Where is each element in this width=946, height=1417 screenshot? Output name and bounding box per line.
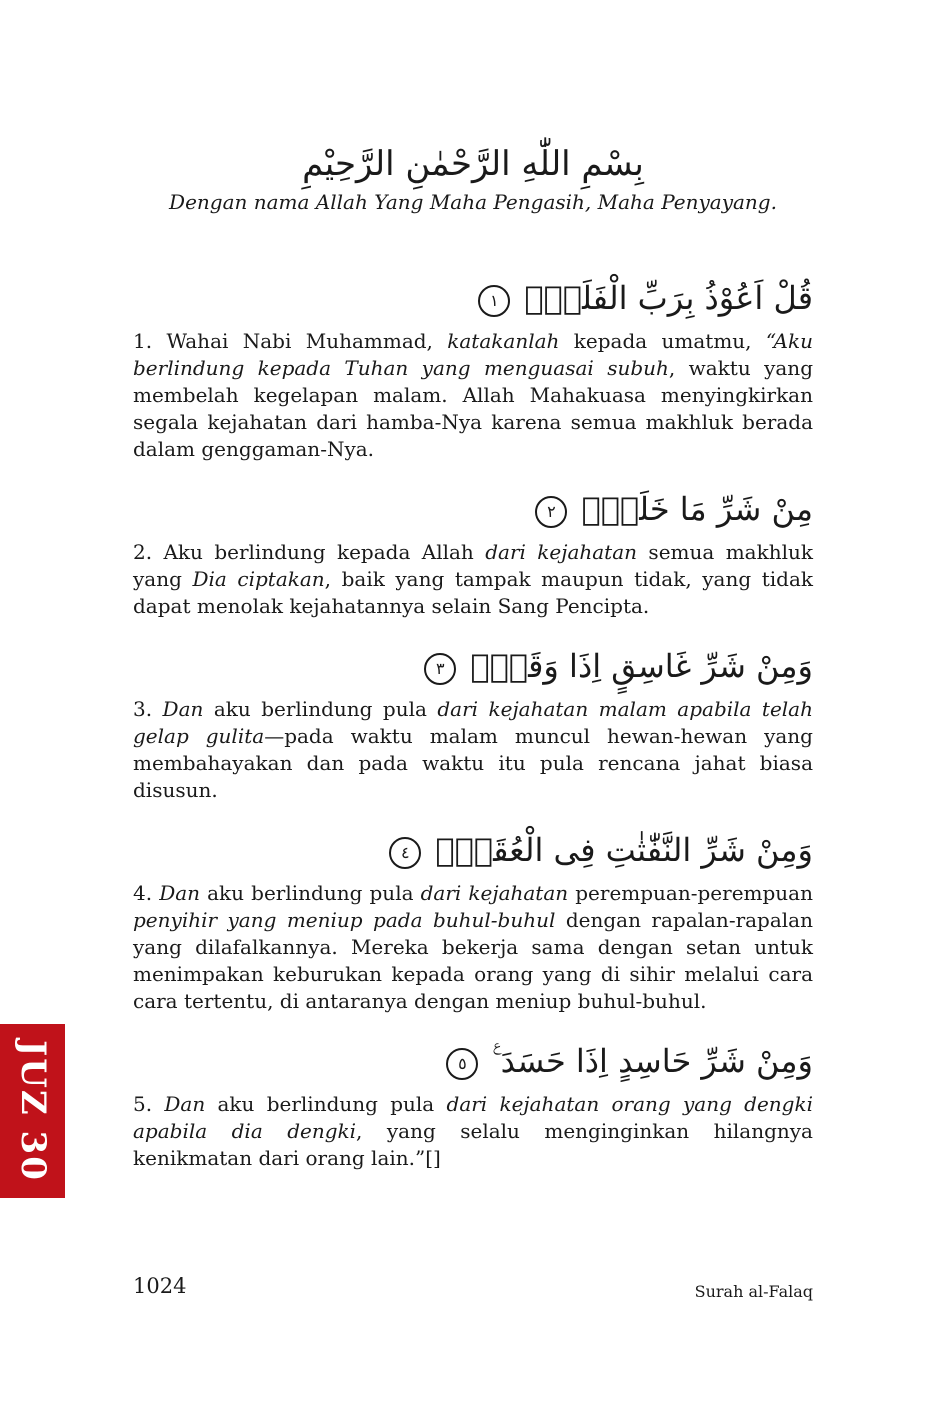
verse-arabic <box>133 636 813 696</box>
verse-arabic <box>133 479 813 539</box>
verse-4 <box>133 820 813 1015</box>
verse-arabic-text: قُلْ اَعُوْذُ بِرَبِّ الْفَلَقِۙ <box>524 279 813 317</box>
running-footer-surah: Surah al-Falaq <box>694 1282 813 1301</box>
verse-arabic-text: مِنْ شَرِّ مَا خَلَقَۙ <box>581 490 813 528</box>
verse-3 <box>133 636 813 804</box>
juz-label: JUZ 30 <box>12 1040 53 1182</box>
verse-arabic <box>133 1031 813 1091</box>
italic-segment: “Aku berlindung kepada Tuhan yang menguasai subuh <box>133 329 813 380</box>
italic-segment: Dan <box>162 697 204 721</box>
text-segment: 2. Aku berlindung kepada Allah <box>133 540 486 564</box>
text-segment: , yang selalu menginginkan hilangnya kenikmatan dari orang lain.”[] <box>133 1119 813 1170</box>
basmala-translation: Dengan nama Allah Yang Maha Pengasih, Maha Penyayang. <box>169 190 777 214</box>
text-segment: aku berlindung pula <box>205 1092 447 1116</box>
verse-arabic <box>133 820 813 880</box>
italic-segment: dari kejahatan <box>420 881 569 905</box>
text-segment: dengan rapalan-rapalan yang dilafalkannya. Mereka bekerja sama dengan setan untuk menimpakan keburukan kepada orang yang di sihir melalui cara cara tertentu, di antaranya dengan meniup buhul-buhul. <box>133 908 813 1013</box>
text-segment: , baik yang tampak maupun tidak, yang tidak dapat menolak kejahatannya selain Sang Pencipta. <box>133 567 814 618</box>
text-segment: perempuan-perempuan <box>568 881 813 905</box>
verse-arabic-text: وَمِنْ شَرِّ النَّفّٰثٰتِ فِى الْعُقَدِۙ <box>435 831 813 869</box>
juz-tab <box>0 1024 65 1198</box>
italic-segment: katakanlah <box>447 329 560 353</box>
italic-segment: Dan <box>164 1092 206 1116</box>
verse-arabic <box>133 268 813 328</box>
verse-translation <box>133 539 813 620</box>
text-segment: semua makhluk yang <box>133 540 813 591</box>
italic-segment: Dia ciptakan <box>192 567 325 591</box>
verse-translation <box>133 696 813 804</box>
italic-segment: dari kejahatan orang yang dengki apabila dia dengki <box>133 1092 813 1143</box>
verse-arabic-text: وَمِنْ شَرِّ حَاسِدٍ اِذَا حَسَدَ ࣖ <box>492 1042 813 1080</box>
verse-number-ornament-icon: ١ <box>478 285 510 317</box>
text-segment: , waktu yang membelah kegelapan malam. Allah Mahakuasa menyingkirkan segala kejahatan dari hamba-Nya karena semua makhluk berada dalam genggaman-Nya. <box>133 356 813 461</box>
text-segment: kepada umatmu, <box>559 329 766 353</box>
text-segment: aku berlindung pula <box>200 881 421 905</box>
italic-segment: penyihir yang meniup pada buhul-buhul <box>133 908 556 932</box>
verse-5 <box>133 1031 813 1172</box>
text-segment: 1. Wahai Nabi Muhammad, <box>133 329 448 353</box>
italic-segment: Dan <box>159 881 201 905</box>
text-segment: aku berlindung pula <box>203 697 438 721</box>
verse-2 <box>133 479 813 620</box>
verse-translation <box>133 880 813 1015</box>
verse-translation <box>133 328 813 463</box>
verse-number-ornament-icon: ٤ <box>389 837 421 869</box>
basmala-arabic: بِسْمِ اللّٰهِ الرَّحْمٰنِ الرَّحِيْمِ <box>302 144 644 184</box>
text-segment: 4. <box>133 881 160 905</box>
verse-number-ornament-icon: ٣ <box>424 653 456 685</box>
verse-number-ornament-icon: ٥ <box>446 1048 478 1080</box>
verses-container <box>133 268 813 1188</box>
text-segment: —pada waktu malam muncul hewan-hewan yang membahayakan dan pada waktu itu pula rencana jahat biasa disusun. <box>133 724 813 802</box>
page-number: 1024 <box>133 1274 187 1298</box>
text-segment: 5. <box>133 1092 165 1116</box>
verse-translation <box>133 1091 813 1172</box>
verse-number-ornament-icon: ٢ <box>535 496 567 528</box>
italic-segment: dari kejahatan malam apabila telah gelap gulita <box>133 697 813 748</box>
verse-1 <box>133 268 813 463</box>
italic-segment: dari kejahatan <box>485 540 638 564</box>
verse-arabic-text: وَمِنْ شَرِّ غَاسِقٍ اِذَا وَقَبَۙ <box>470 647 813 685</box>
text-segment: 3. <box>133 697 163 721</box>
